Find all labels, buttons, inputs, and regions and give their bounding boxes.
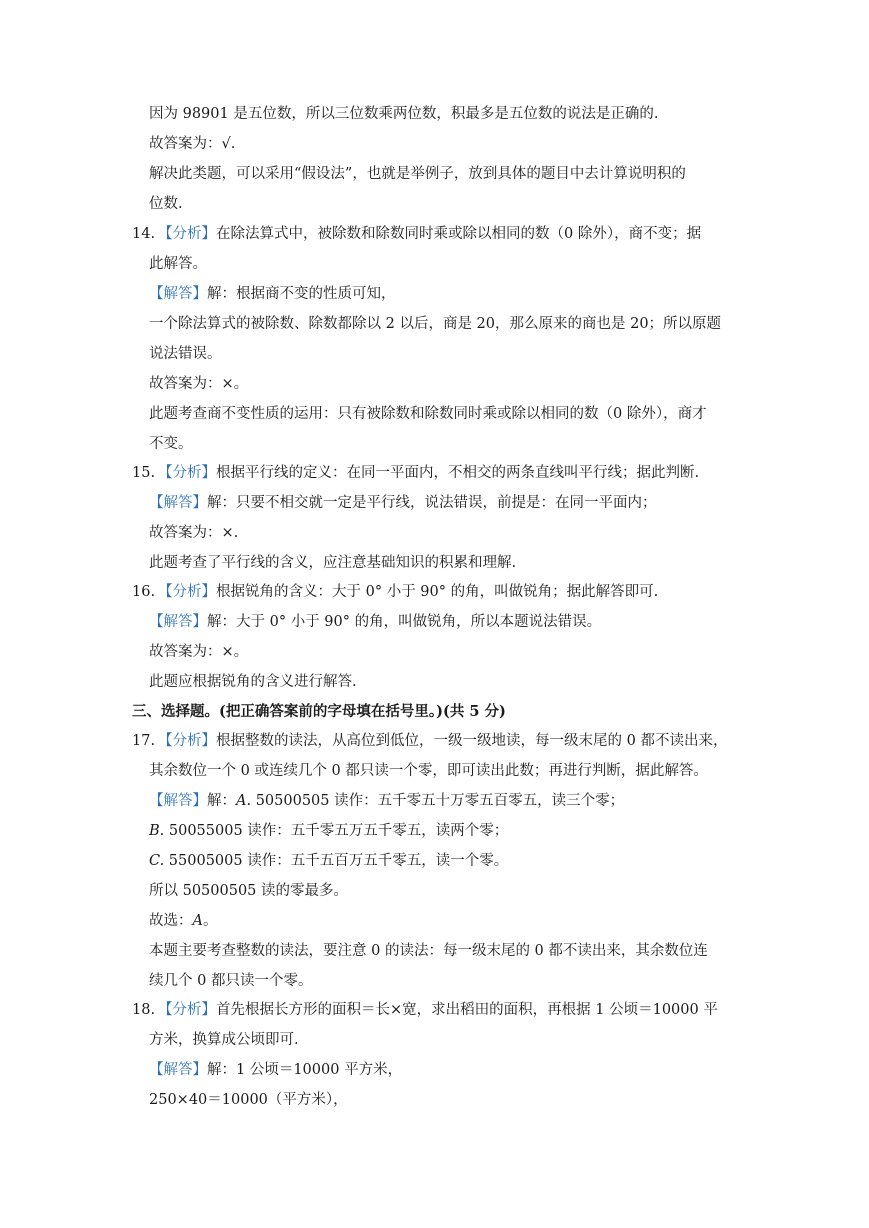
text-line: 说法错误。: [149, 346, 222, 362]
text-line: 不变。: [149, 436, 193, 452]
text-line: 此题考查了平行线的含义，应注意基础知识的积累和理解.: [149, 555, 517, 571]
answer-tag: 【解答】: [149, 495, 207, 511]
question-number: 15.: [132, 465, 156, 481]
question-number: 17.: [132, 733, 156, 749]
text-line: 此题应根据锐角的含义进行解答.: [149, 674, 357, 690]
analysis-tag: 【分析】: [158, 226, 216, 242]
analysis-line: 【分析】在除法算式中，被除数和除数同时乘或除以相同的数（0 除外），商不变；据: [158, 226, 702, 242]
text-line: 此解答。: [149, 256, 207, 272]
answer-tag: 【解答】: [149, 1062, 207, 1078]
analysis-tag: 【分析】: [158, 733, 216, 749]
text-line: 所以 50500505 读的零最多。: [149, 883, 349, 899]
answer-line: 【解答】解：根据商不变的性质可知，: [149, 286, 396, 302]
text-line: 故选：A。: [149, 913, 218, 929]
text-line: 故答案为：√.: [149, 136, 236, 152]
text-line: 故答案为：×。: [149, 376, 249, 392]
text-line: B. 50055005 读作：五千零五万五千零五，读两个零；: [149, 823, 509, 839]
text-line: 续几个 0 都只读一个零。: [149, 973, 313, 989]
text-line: 因为 98901 是五位数，所以三位数乘两位数，积最多是五位数的说法是正确的.: [149, 106, 659, 122]
answer-line: 【解答】解：大于 0° 小于 90° 的角，叫做锐角，所以本题说法错误。: [149, 614, 602, 630]
text-line: 本题主要考查整数的读法，要注意 0 的读法：每一级末尾的 0 都不读出来，其余数位连: [149, 943, 708, 959]
answer-tag: 【解答】: [149, 286, 207, 302]
text-line: 250×40＝10000（平方米），: [149, 1092, 348, 1108]
question-number: 16.: [132, 584, 156, 600]
section-heading: 三、选择题。(把正确答案前的字母填在括号里。)(共 5 分): [132, 703, 506, 720]
text-line: 位数.: [149, 196, 183, 212]
text-line: 故答案为：×.: [149, 525, 239, 541]
analysis-tag: 【分析】: [158, 584, 216, 600]
analysis-line: 【分析】根据平行线的定义：在同一平面内，不相交的两条直线叫平行线；据此判断.: [158, 465, 700, 481]
answer-tag: 【解答】: [149, 614, 207, 630]
text-line: 解决此类题，可以采用“假设法”，也就是举例子，放到具体的题目中去计算说明积的: [149, 166, 686, 182]
analysis-line: 【分析】根据整数的读法，从高位到低位，一级一级地读，每一级末尾的 0 都不读出来，: [158, 733, 728, 749]
text-line: 方米，换算成公顷即可.: [149, 1032, 299, 1048]
analysis-line: 【分析】首先根据长方形的面积＝长×宽，求出稻田的面积，再根据 1 公顷＝10000 平: [158, 1002, 718, 1018]
analysis-tag: 【分析】: [158, 465, 216, 481]
text-line: 一个除法算式的被除数、除数都除以 2 以后，商是 20，那么原来的商也是 20；所以原题: [149, 316, 722, 332]
analysis-tag: 【分析】: [158, 1002, 216, 1018]
question-number: 18.: [132, 1002, 156, 1018]
answer-line: 【解答】解：1 公顷＝10000 平方米，: [149, 1062, 403, 1078]
text-line: 故答案为：×。: [149, 644, 249, 660]
question-number: 14.: [132, 226, 156, 242]
answer-tag: 【解答】: [149, 793, 207, 809]
analysis-line: 【分析】根据锐角的含义：大于 0° 小于 90° 的角，叫做锐角；据此解答即可.: [158, 584, 659, 600]
text-line: 其余数位一个 0 或连续几个 0 都只读一个零，即可读出此数；再进行判断，据此解答。: [149, 763, 708, 779]
text-line: C. 55005005 读作：五千五百万五千零五，读一个零。: [149, 853, 509, 869]
answer-line: 【解答】解：只要不相交就一定是平行线，说法错误，前提是：在同一平面内；: [149, 495, 657, 511]
answer-line: 【解答】解：A. 50500505 读作：五千零五十万零五百零五，读三个零；: [149, 793, 625, 809]
text-line: 此题考查商不变性质的运用：只有被除数和除数同时乘或除以相同的数（0 除外），商才: [149, 406, 707, 422]
